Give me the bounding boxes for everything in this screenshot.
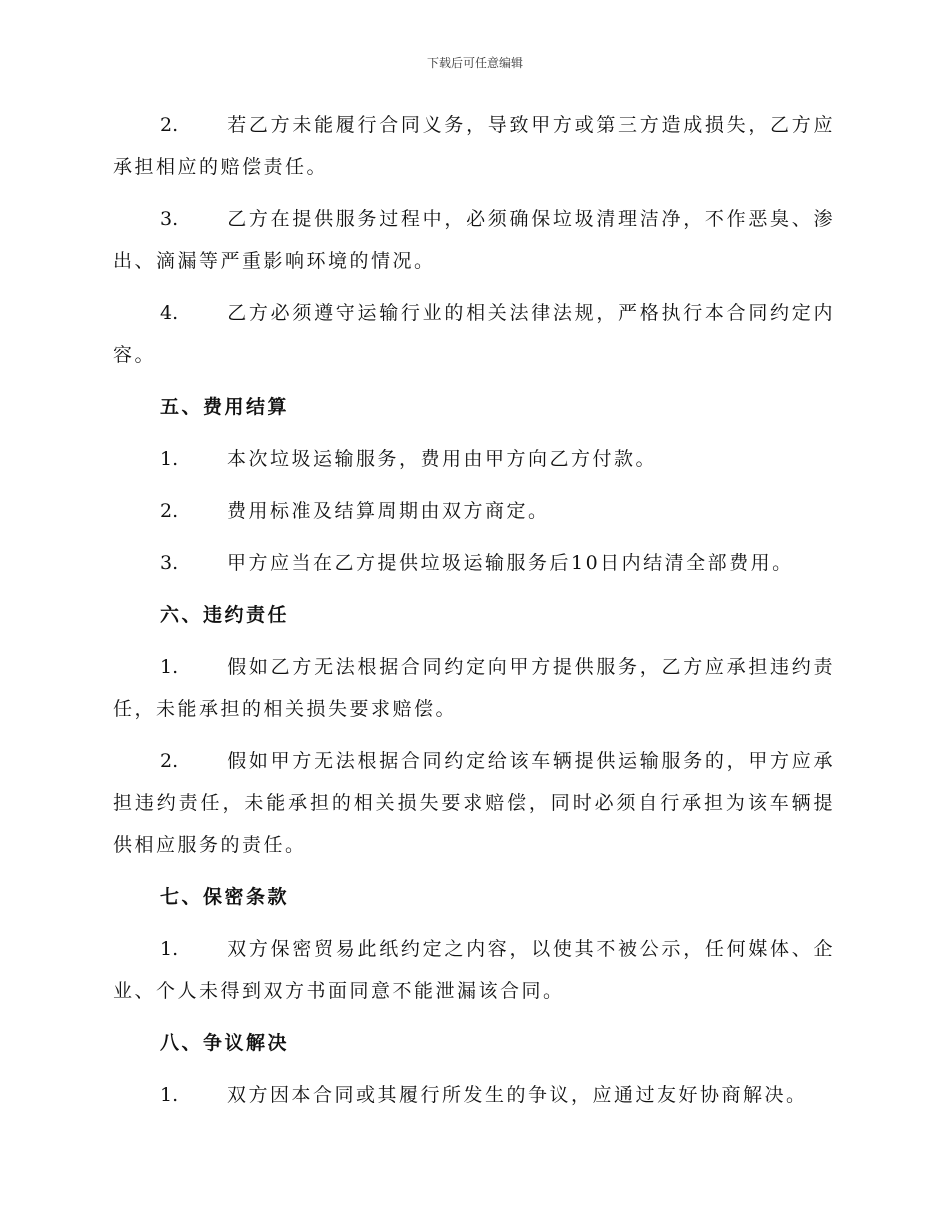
clause-text: 乙方必须遵守运输行业的相关法律法规，严格执行本合同约定内容。 — [113, 302, 835, 366]
clause-item — [113, 740, 835, 866]
section-heading: 七、保密条款 — [160, 886, 290, 908]
clause-text: 本次垃圾运输服务，费用由甲方向乙方付款。 — [227, 448, 658, 470]
clause-number: 2. — [160, 750, 179, 772]
clause-item — [113, 646, 835, 730]
section-heading: 六、违约责任 — [160, 604, 290, 626]
clause-item — [113, 104, 835, 188]
clause-item — [113, 438, 835, 480]
clause-number: 3. — [160, 552, 179, 574]
clause-item — [113, 198, 835, 282]
clause-text: 费用标准及结算周期由双方商定。 — [227, 500, 550, 522]
clause-text: 若乙方未能履行合同义务，导致甲方或第三方造成损失，乙方应承担相应的赔偿责任。 — [113, 114, 835, 178]
clause-number: 4. — [160, 302, 179, 324]
clause-item — [113, 292, 835, 376]
clause-item — [113, 542, 835, 584]
document-body — [113, 104, 835, 1126]
clause-item — [113, 490, 835, 532]
clause-item — [113, 1074, 835, 1116]
section-heading: 五、费用结算 — [160, 396, 290, 418]
clause-number: 2. — [160, 114, 179, 136]
clause-number: 1. — [160, 656, 179, 678]
clause-text: 乙方在提供服务过程中，必须确保垃圾清理洁净，不作恶臭、渗出、滴漏等严重影响环境的情况。 — [113, 208, 835, 272]
clause-text: 双方因本合同或其履行所发生的争议，应通过友好协商解决。 — [227, 1084, 808, 1106]
clause-text: 甲方应当在乙方提供垃圾运输服务后10日内结清全部费用。 — [227, 552, 794, 574]
section-heading: 八、争议解决 — [160, 1032, 290, 1054]
clause-number: 1. — [160, 938, 179, 960]
clause-text: 假如乙方无法根据合同约定向甲方提供服务，乙方应承担违约责任，未能承担的相关损失要求赔偿。 — [113, 656, 835, 720]
clause-item — [113, 928, 835, 1012]
clause-number: 1. — [160, 1084, 179, 1106]
clause-text: 假如甲方无法根据合同约定给该车辆提供运输服务的，甲方应承担违约责任，未能承担的相关损失要求赔偿，同时必须自行承担为该车辆提供相应服务的责任。 — [113, 750, 835, 856]
clause-number: 2. — [160, 500, 179, 522]
clause-number: 1. — [160, 448, 179, 470]
clause-text: 双方保密贸易此纸约定之内容，以使其不被公示，任何媒体、企业、个人未得到双方书面同意不能泄漏该合同。 — [113, 938, 835, 1002]
clause-number: 3. — [160, 208, 179, 230]
page-header: 下载后可任意编辑 — [426, 56, 523, 70]
